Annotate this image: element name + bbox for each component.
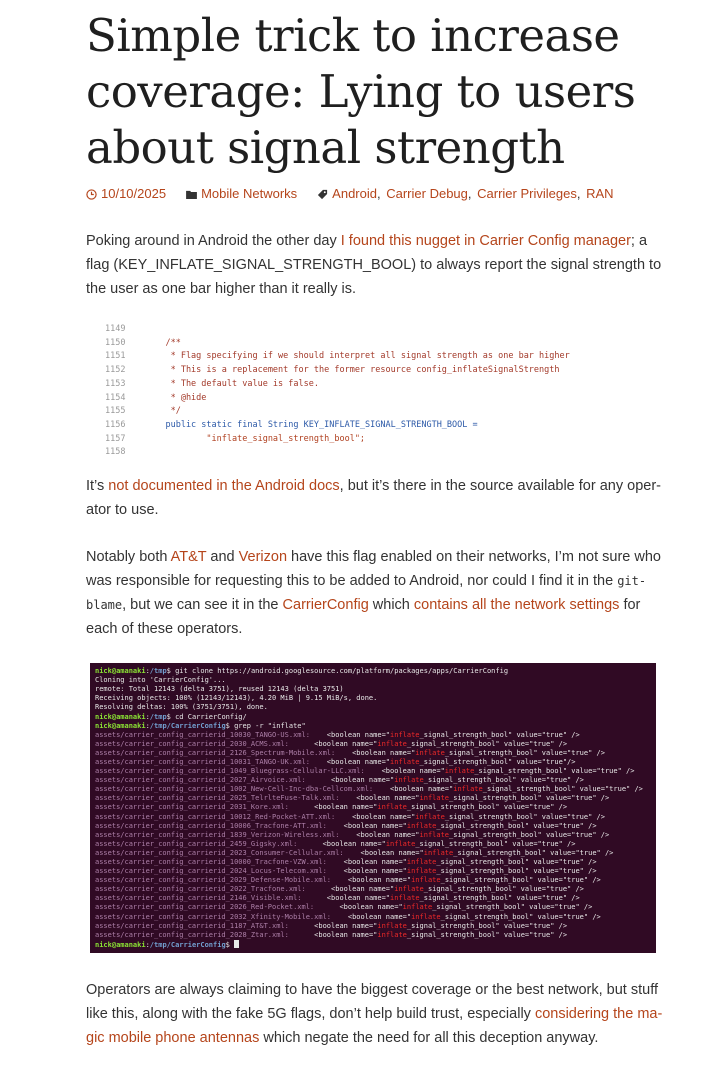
inline-code: git-blame [86, 574, 647, 613]
terminal-line [95, 903, 651, 912]
terminal-command: git clone https://android.googlesource.com/platform/packages/apps/CarrierConfig [175, 667, 509, 676]
code-line [100, 337, 600, 351]
prompt-path: /tmp/CarrierConfig [149, 721, 226, 730]
terminal-text: <boolean name=" [309, 757, 391, 766]
terminal-text: <boolean name=" [335, 812, 416, 821]
terminal-line [95, 713, 651, 722]
terminal-text: $ [225, 940, 235, 949]
terminal-line [95, 885, 651, 894]
terminal-line [95, 785, 651, 794]
line-number: 1153 [105, 378, 126, 389]
prompt-user: nick@amanaki [95, 712, 146, 721]
terminal-text: <boolean name=" [288, 739, 378, 748]
terminal-text: <boolean name=" [339, 794, 420, 803]
line-number: 1154 [105, 392, 126, 403]
terminal-text: _signal_strength_bool" value="true" /> [406, 921, 568, 930]
folder-icon [186, 190, 197, 199]
terminal-text: _signal_strength_bool" value="true" /> [406, 803, 568, 812]
line-number: 1152 [105, 365, 126, 376]
verizon-link[interactable]: Verizon [238, 549, 288, 566]
post-date[interactable] [86, 186, 166, 202]
grep-match: inflate [377, 739, 407, 748]
text: Notably both [86, 549, 171, 566]
grep-file: assets/carrier_config_carrierid_2030_ACMS.xml: [95, 739, 289, 748]
terminal-line [95, 849, 651, 858]
terminal-text: _signal_strength_bool" value="true" /> [423, 885, 584, 894]
terminal-line [95, 703, 651, 712]
terminal-command: cd CarrierConfig/ [175, 712, 247, 721]
terminal-line [95, 894, 651, 903]
text: which negate the need for all this deception anyway. [259, 1030, 599, 1047]
post-date-text: 10/10/2025 [101, 186, 167, 201]
post-title: Simple trick to increase coverage: Lying to users about signal strength [86, 9, 636, 174]
line-number: 1151 [105, 351, 126, 362]
grep-file: assets/carrier_config_carrierid_2023_Consumer-Cellular.xml: [95, 848, 344, 857]
post-category-text: Mobile Networks [201, 186, 298, 201]
grep-file: assets/carrier_config_carrierid_2024_Locus-Telecom.xml: [95, 867, 327, 876]
text: ; a flag (KEY_INFLATE_SIGNAL_STRENGTH_BOOL) to always report the signal strength to the user as one bar higher than it really is. [86, 233, 662, 297]
terminal-text: <boolean name=" [297, 839, 386, 848]
text: It’s [86, 478, 109, 495]
terminal-text: _signal_strength_bool" value="true" /> [419, 730, 580, 739]
post-category[interactable] [186, 186, 297, 202]
terminal-line [95, 794, 651, 803]
prompt-user: nick@amanaki [95, 721, 146, 730]
post-meta [86, 186, 666, 202]
terminal-text: $ [166, 667, 176, 676]
grep-match: inflate [406, 821, 437, 830]
line-number: 1156 [105, 419, 126, 430]
grep-file: assets/carrier_config_carrierid_2459_Gigsky.xml: [95, 839, 298, 848]
terminal-text: <boolean name=" [305, 776, 395, 785]
terminal-text: _signal_strength_bool" value="true" /> [432, 903, 593, 912]
terminal-text: _signal_strength_bool" value="true" /> [449, 830, 610, 839]
grep-match: inflate [385, 839, 416, 848]
terminal-text: $ [166, 712, 176, 721]
terminal-text: <boolean name=" [288, 803, 378, 812]
grep-match: inflate [390, 730, 420, 739]
prompt-path: /tmp [149, 667, 167, 676]
terminal-text: _signal_strength_bool" value="true" /> [444, 812, 605, 821]
terminal-line [95, 776, 651, 785]
tag-icon [317, 189, 328, 200]
code-text: * Flag specifying if we should interpret all signal strength as one bar higher [145, 351, 570, 362]
grep-file: assets/carrier_config_carrierid_1839_Verizon-Wireless.xml: [95, 830, 340, 839]
terminal-line [95, 740, 651, 749]
grep-match: inflate [394, 885, 424, 894]
text: have this flag enabled on their networks, I’m not sure who was responsible for requesting this to be added to Android, nor could I find it in the [86, 549, 661, 590]
terminal-text: _signal_strength_bool" value="true" /> [449, 794, 610, 803]
code-line [100, 419, 600, 433]
grep-match: inflate [444, 767, 475, 776]
paragraph-conclusion [86, 978, 666, 1050]
code-text: */ [145, 406, 181, 417]
terminal-screenshot [90, 663, 656, 953]
code-text: public static final String KEY_INFLATE_SIGNAL_STRENGTH_BOOL = [145, 419, 478, 430]
code-line [100, 392, 600, 406]
grep-file: assets/carrier_config_carrierid_10012_Red-Pocket-ATT.xml: [95, 812, 336, 821]
terminal-text: _signal_strength_bool" value="true" /> [423, 776, 584, 785]
code-line [100, 433, 600, 447]
terminal-line [95, 803, 651, 812]
terminal-line [95, 667, 651, 676]
terminal-text: : [145, 721, 150, 730]
prompt-user: nick@amanaki [95, 667, 146, 676]
terminal-line [95, 731, 651, 740]
terminal-text: _signal_strength_bool" value="true" /> [444, 748, 605, 757]
grep-match: inflate [394, 776, 424, 785]
grep-match: inflate [411, 912, 441, 921]
grep-file: assets/carrier_config_carrierid_2025_TelrlteFuse-Talk.xml: [95, 794, 340, 803]
paragraph-docs [86, 474, 666, 522]
terminal-text: _signal_strength_bool" value="true" /> [440, 876, 601, 885]
terminal-line [95, 758, 651, 767]
text: for each of these operators. [86, 597, 641, 638]
clock-icon [86, 189, 97, 200]
terminal-text: <boolean name=" [326, 858, 407, 866]
terminal-text: _signal_strength_bool" value="true"/> [419, 757, 576, 766]
terminal-output: Cloning into 'CarrierConfig'... [95, 676, 226, 685]
grep-match: inflate [419, 794, 450, 803]
paragraph-intro [86, 229, 666, 301]
terminal-text: <boolean name=" [301, 894, 391, 903]
grep-match: inflate [402, 903, 433, 912]
text: which [368, 597, 414, 614]
terminal-text: <boolean name=" [326, 867, 407, 876]
terminal-text: : [145, 940, 150, 949]
grep-match: inflate [419, 830, 450, 839]
terminal-line [95, 931, 651, 940]
terminal-text: _signal_strength_bool" value="true" /> [415, 839, 576, 848]
grep-file: assets/carrier_config_carrierid_1049_Bluegrass-Cellular-LLC.xml: [95, 767, 365, 776]
grep-file: assets/carrier_config_carrierid_10006_Tracfone-ATT.xml: [95, 821, 327, 830]
line-number: 1155 [105, 406, 126, 417]
network-settings-link[interactable]: contains all the network settings [413, 597, 620, 614]
grep-file: assets/carrier_config_carrierid_1187_AT&T.xml: [95, 921, 289, 930]
antennas-link[interactable]: considering the magic mobile phone antennas [86, 1006, 663, 1047]
grep-match: inflate [377, 930, 407, 939]
grep-match: inflate [377, 803, 407, 812]
code-line [100, 446, 600, 460]
terminal-line [95, 749, 651, 758]
line-number: 1150 [105, 337, 126, 348]
terminal-command: grep -r "inflate" [234, 721, 306, 730]
terminal-text: <boolean name=" [335, 748, 416, 757]
terminal-text: <boolean name=" [305, 885, 395, 894]
code-text: * The default value is false. [145, 378, 319, 389]
code-line [100, 378, 600, 392]
code-line [100, 364, 600, 378]
terminal-text: _signal_strength_bool" value="true" /> [436, 821, 597, 830]
terminal-text: _signal_strength_bool" value="true" /> [406, 739, 568, 748]
grep-match: inflate [406, 867, 437, 876]
terminal-line [95, 694, 651, 703]
code-text: * @hide [145, 392, 207, 403]
terminal-text: <boolean name=" [331, 912, 412, 921]
grep-file: assets/carrier_config_carrierid_2032_Xfinity-Mobile.xml: [95, 912, 332, 921]
terminal-text: <boolean name=" [288, 930, 378, 939]
terminal-text: _signal_strength_bool" value="true" /> [406, 930, 568, 939]
terminal-text: _signal_strength_bool" value="true" /> [482, 785, 643, 794]
prompt-user: nick@amanaki [95, 940, 146, 949]
terminal-output: Receiving objects: 100% (12143/12143), 4.20 MiB | 9.15 MiB/s, done. [95, 694, 378, 703]
prompt-path: /tmp/CarrierConfig [149, 940, 226, 949]
terminal-text: <boolean name=" [309, 730, 391, 739]
tag-link[interactable]: Carrier Debug [386, 186, 468, 201]
line-number: 1149 [105, 324, 126, 334]
cursor [234, 940, 239, 948]
terminal-text: <boolean name=" [331, 876, 412, 885]
terminal-text: _signal_strength_bool" value="true" /> [453, 848, 614, 857]
terminal-line [95, 867, 651, 876]
code-line [100, 350, 600, 364]
grep-match: inflate [406, 858, 437, 866]
tag-link[interactable]: Android [332, 186, 377, 201]
prompt-path: /tmp [149, 712, 167, 721]
grep-file: assets/carrier_config_carrierid_10031_TANGO-UK.xml: [95, 757, 310, 766]
terminal-line [95, 813, 651, 822]
terminal-text: _signal_strength_bool" value="true" /> [436, 867, 597, 876]
grep-match: inflate [411, 876, 441, 885]
terminal-line [95, 913, 651, 922]
terminal-text: <boolean name=" [288, 921, 378, 930]
android-docs-link[interactable]: not documented in the Android docs [108, 478, 340, 495]
post-tags: Android , Carrier Debug , Carrier Privileges , RAN [317, 186, 613, 202]
grep-file: assets/carrier_config_carrierid_10030_TANGO-US.xml: [95, 730, 310, 739]
code-text: * This is a replacement for the former resource config_inflateSignalStrength [145, 365, 560, 376]
terminal-line [95, 940, 651, 950]
grep-file: assets/carrier_config_carrierid_1002_New-Cell-Inc-dba-Cellcom.xml: [95, 785, 374, 794]
carrier-config-link[interactable]: I found this nugget in Carrier Config manager [340, 233, 631, 249]
grep-match: inflate [377, 921, 407, 930]
terminal-line [95, 722, 651, 731]
terminal-text: _signal_strength_bool" value="true" /> [436, 858, 597, 866]
terminal-text: _signal_strength_bool" value="true" /> [419, 894, 580, 903]
grep-match: inflate [390, 757, 420, 766]
terminal-line [95, 858, 651, 867]
code-text: "inflate_signal_strength_bool"; [145, 433, 366, 444]
terminal-line [95, 876, 651, 885]
grep-match: inflate [390, 894, 420, 903]
paragraph-operators [86, 545, 666, 641]
code-line [100, 323, 600, 337]
terminal-line [95, 840, 651, 849]
grep-file: assets/carrier_config_carrierid_2022_Tracfone.xml: [95, 885, 306, 894]
terminal-text: <boolean name=" [326, 821, 407, 830]
terminal-text: <boolean name=" [339, 830, 420, 839]
text: Operators are always claiming to have the biggest coverage or the best network, but stuff like this, along with the fake 5G flags, don’t help build trust, especially [86, 982, 658, 1023]
text: , but we can see it in the [122, 597, 283, 614]
tag-link[interactable]: Carrier Privileges [477, 186, 577, 201]
terminal-text: _signal_strength_bool" value="true" /> [474, 767, 635, 776]
text: , but it’s there in the source available for any operator to use. [86, 478, 662, 519]
terminal-text: <boolean name=" [373, 785, 454, 794]
grep-match: inflate [415, 748, 445, 757]
terminal-text: : [145, 712, 150, 721]
grep-file: assets/carrier_config_carrierid_2026_Red-Pocket.xml: [95, 903, 315, 912]
terminal-text: _signal_strength_bool" value="true" /> [440, 912, 601, 921]
carrierconfig-link[interactable]: CarrierConfig [282, 597, 369, 614]
tag-link[interactable]: RAN [586, 186, 614, 201]
terminal-line [95, 831, 651, 840]
terminal-output: Resolving deltas: 100% (3751/3751), done. [95, 703, 268, 712]
grep-file: assets/carrier_config_carrierid_2146_Visible.xml: [95, 894, 302, 903]
code-line [100, 405, 600, 419]
grep-file: assets/carrier_config_carrierid_10000_Tracfone-VZW.xml: [95, 858, 327, 866]
grep-file: assets/carrier_config_carrierid_2028_Ztar.xml: [95, 930, 289, 939]
terminal-text: <boolean name=" [343, 848, 424, 857]
terminal-line [95, 676, 651, 685]
terminal-line [95, 822, 651, 831]
terminal-text: <boolean name=" [314, 903, 403, 912]
grep-match: inflate [415, 812, 445, 821]
code-screenshot [100, 323, 600, 460]
att-link[interactable]: AT&T [170, 549, 207, 566]
terminal-output: remote: Total 12143 (delta 3751), reused 12143 (delta 3751) [95, 685, 344, 694]
line-number: 1158 [105, 447, 126, 458]
terminal-line [95, 922, 651, 931]
grep-file: assets/carrier_config_carrierid_2031_Kore.xml: [95, 803, 289, 812]
terminal-text: $ [225, 721, 235, 730]
grep-file: assets/carrier_config_carrierid_2027_Airvoice.xml: [95, 776, 306, 785]
terminal-line [95, 767, 651, 776]
grep-match: inflate [423, 848, 454, 857]
grep-match: inflate [453, 785, 483, 794]
line-number: 1157 [105, 433, 126, 444]
grep-file: assets/carrier_config_carrierid_2126_Spectrum-Mobile.xml: [95, 748, 336, 757]
terminal-text: <boolean name=" [364, 767, 445, 776]
text: and [206, 549, 239, 566]
grep-file: assets/carrier_config_carrierid_2029_Defense-Mobile.xml: [95, 876, 332, 885]
terminal-line [95, 685, 651, 694]
text: Poking around in Android the other day [86, 233, 341, 249]
terminal-text: : [145, 667, 150, 676]
code-text: /** [145, 337, 181, 348]
